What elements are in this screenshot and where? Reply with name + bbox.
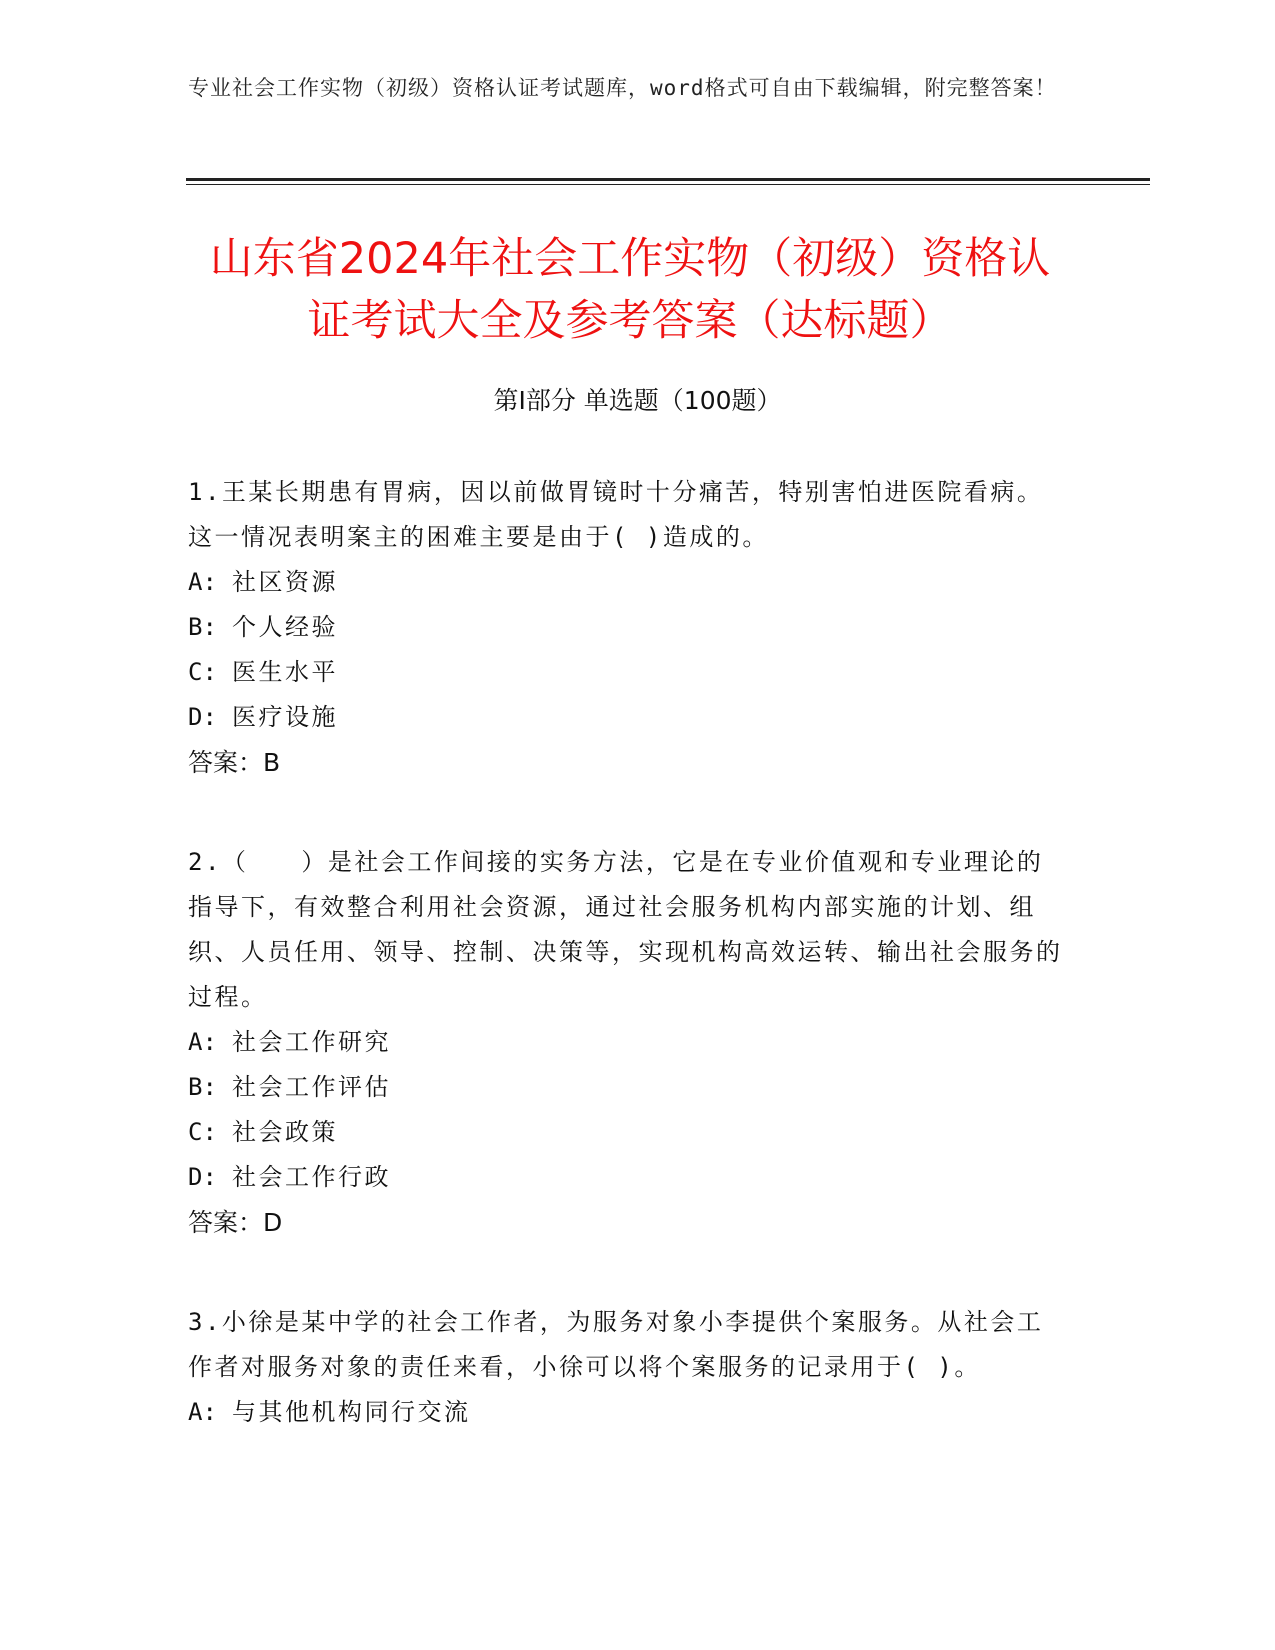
question-text: 2.（ ）是社会工作间接的实务方法，它是在专业价值观和专业理论的指导下，有效整合利用社会资源，通过社会服务机构内部实施的计划、组织、人员任用、领导、控制、决策等，实现机构高效运转、输出社会服务的过程。 — [188, 848, 1063, 1011]
header-divider-thick — [186, 178, 1150, 181]
option-letter: A: — [188, 1398, 217, 1426]
question-text: 3.小徐是某中学的社会工作者，为服务对象小李提供个案服务。从社会工作者对服务对象的责任来看，小徐可以将个案服务的记录用于( )。 — [188, 1308, 1044, 1381]
option-text: 医疗设施 — [232, 703, 338, 731]
question-3 — [188, 1300, 1068, 1435]
option-letter: D: — [188, 703, 217, 731]
option-text: 与其他机构同行交流 — [232, 1398, 471, 1426]
answer-line: 答案：B — [188, 748, 281, 777]
option-a — [188, 560, 1068, 605]
option-c — [188, 1110, 1068, 1155]
document-title-line-1: 山东省2024年社会工作实物（初级）资格认 — [209, 234, 1051, 284]
option-b — [188, 1065, 1068, 1110]
option-c — [188, 650, 1068, 695]
option-d — [188, 695, 1068, 740]
option-letter: D: — [188, 1163, 217, 1191]
option-letter: C: — [188, 1118, 217, 1146]
option-d — [188, 1155, 1068, 1200]
option-text: 社会工作评估 — [232, 1073, 391, 1101]
option-letter: B: — [188, 1073, 217, 1101]
document-title — [160, 228, 1100, 352]
question-1 — [188, 470, 1068, 785]
question-2 — [188, 840, 1068, 1245]
option-text: 社会工作研究 — [232, 1028, 391, 1056]
question-text: 1.王某长期患有胃病，因以前做胃镜时十分痛苦，特别害怕进医院看病。这一情况表明案主的困难主要是由于( )造成的。 — [188, 478, 1044, 551]
option-text: 社区资源 — [232, 568, 338, 596]
header-note: 专业社会工作实物（初级）资格认证考试题库，word格式可自由下载编辑，附完整答案！ — [188, 76, 1057, 100]
answer-line: 答案：D — [188, 1208, 283, 1237]
option-letter: C: — [188, 658, 217, 686]
option-b — [188, 605, 1068, 650]
option-letter: A: — [188, 1028, 217, 1056]
option-a — [188, 1020, 1068, 1065]
option-text: 社会工作行政 — [232, 1163, 391, 1191]
option-letter: A: — [188, 568, 217, 596]
option-letter: B: — [188, 613, 217, 641]
option-text: 个人经验 — [232, 613, 338, 641]
section-heading: 第Ⅰ部分 单选题（100题） — [493, 386, 782, 415]
question-list — [188, 470, 1068, 1490]
header-divider-thin — [186, 184, 1150, 185]
option-text: 社会政策 — [232, 1118, 338, 1146]
option-a — [188, 1390, 1068, 1435]
document-title-line-2: 证考试大全及参考答案（达标题） — [307, 296, 953, 346]
option-text: 医生水平 — [232, 658, 338, 686]
